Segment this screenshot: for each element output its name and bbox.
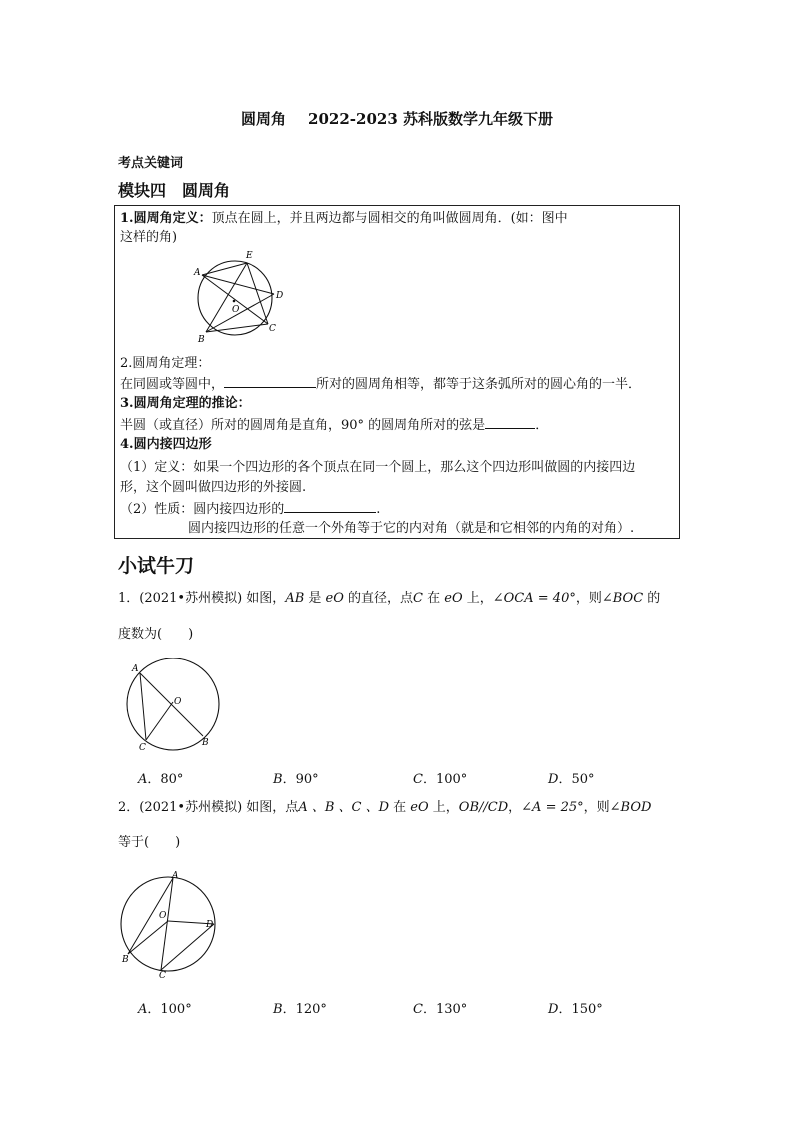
- q1-option-b-letter: B: [273, 772, 283, 787]
- quad-def-line-2: 形，这个圆叫做四边形的外接圆.: [120, 480, 307, 495]
- q1-condition: ∠OCA = 40°: [492, 591, 576, 606]
- definition-line-2: 这样的角): [120, 230, 178, 245]
- q2-option-c-letter: C: [413, 1002, 423, 1017]
- definition-line: [120, 210, 568, 228]
- q1-option-c[interactable]: [413, 768, 467, 787]
- quad-prop-post: .: [376, 502, 381, 517]
- q2-option-a-letter: A: [138, 1002, 148, 1017]
- q1-text-b: 是: [304, 591, 326, 606]
- q2-condition-2: ∠A = 25°: [521, 800, 584, 815]
- q1-label-O: O: [174, 697, 182, 707]
- definition-text: 顶点在圆上，并且两边都与圆相交的角叫做圆周角．(如：图中: [211, 211, 568, 226]
- q1-figure: [118, 658, 228, 758]
- keywords-heading: 考点关键词: [118, 156, 184, 171]
- q2-option-a-value: ．100°: [147, 1002, 192, 1017]
- q2-option-c[interactable]: [413, 998, 467, 1017]
- q1-option-d[interactable]: [548, 768, 594, 787]
- q2-label-O: O: [159, 911, 167, 921]
- q1-point-c: C: [413, 591, 423, 606]
- theorem-blank[interactable]: [224, 374, 316, 388]
- quad-prop-pre: （2）性质：圆内接四边形的: [120, 502, 285, 517]
- q2-ask: ∠BOD: [609, 800, 652, 815]
- corollary-blank[interactable]: [485, 415, 535, 429]
- label-B: B: [198, 335, 205, 345]
- q2-text-d: ，: [508, 800, 522, 815]
- figure-circle: [198, 261, 272, 335]
- q2-points: A 、B 、C 、D: [298, 800, 390, 815]
- label-C: C: [269, 324, 276, 334]
- theorem-pre: 在同圆或等圆中，: [120, 377, 225, 392]
- q2-condition-1: OB//CD: [458, 800, 509, 815]
- label-D: D: [276, 291, 284, 301]
- corollary-label: 3.圆周角定理的推论：: [120, 396, 251, 411]
- q1-option-b[interactable]: [273, 768, 319, 787]
- question-1-stem: [118, 590, 660, 608]
- q1-label-B: B: [202, 738, 209, 748]
- q2-figure-lines: [128, 878, 214, 970]
- q1-label-C: C: [139, 743, 146, 753]
- label-A: A: [194, 268, 201, 278]
- q2-option-d[interactable]: [548, 998, 603, 1017]
- q1-text-d: 在: [422, 591, 445, 606]
- q1-option-c-value: ．100°: [422, 772, 468, 787]
- theorem-line: [120, 374, 641, 394]
- q1-option-a-letter: A: [138, 772, 148, 787]
- q1-option-d-letter: D: [548, 772, 559, 787]
- quad-prop-line: [120, 499, 380, 519]
- corollary-pre: 半圆（或直径）所对的圆周角是直角，90° 的圆周角所对的弦是: [120, 418, 486, 433]
- q1-ab: AB: [285, 591, 305, 606]
- quad-label: 4.圆内接四边形: [120, 437, 212, 452]
- q2-label-C: C: [159, 971, 166, 980]
- q2-figure: [116, 868, 228, 980]
- q1-text-f: ，则: [575, 591, 602, 606]
- q1-option-b-value: ．90°: [282, 772, 319, 787]
- q2-figure-circle: [121, 877, 215, 971]
- q1-option-c-letter: C: [413, 772, 423, 787]
- corollary-post: ．: [535, 418, 549, 433]
- module-heading: 模块四 圆周角: [118, 181, 231, 200]
- q2-option-d-value: ．150°: [558, 1002, 603, 1017]
- label-O: O: [232, 305, 240, 315]
- q1-label-A: A: [132, 664, 139, 674]
- label-E: E: [246, 251, 253, 261]
- q2-option-b-value: ．120°: [282, 1002, 327, 1017]
- definition-label: 1.圆周角定义：: [120, 211, 212, 226]
- q2-label-A: A: [172, 871, 179, 881]
- q1-option-a-value: ．80°: [147, 772, 184, 787]
- title-sub: 2022-2023 苏科版数学九年级下册: [308, 110, 553, 128]
- quad-def-line-1: （1）定义：如果一个四边形的各个顶点在同一个圆上，那么这个四边形叫做圆的内接四边: [120, 460, 636, 475]
- page-title: [0, 108, 794, 129]
- q1-option-d-value: ．50°: [558, 772, 595, 787]
- q2-text-c: 上，: [428, 800, 459, 815]
- q2-option-a[interactable]: [138, 998, 192, 1017]
- q2-text-e: ，则: [583, 800, 610, 815]
- q1-text-g: 的: [643, 591, 661, 606]
- q2-text-b: 在: [389, 800, 411, 815]
- title-main: 圆周角: [241, 110, 287, 128]
- question-2-line-2: 等于( ): [118, 835, 181, 850]
- q1-text-a: 1．(2021•苏州模拟) 如图，: [118, 591, 286, 606]
- q1-text-c: 的直径，点: [343, 591, 414, 606]
- q1-figure-lines: [140, 673, 203, 740]
- q1-ask: ∠BOC: [601, 591, 644, 606]
- q2-option-b[interactable]: [273, 998, 327, 1017]
- question-1-line-2: 度数为( ): [118, 627, 194, 642]
- q2-circle: eO: [410, 800, 429, 815]
- corollary-line: [120, 415, 548, 435]
- q1-circle-2: eO: [444, 591, 463, 606]
- q2-label-D: D: [206, 920, 214, 930]
- section-title: 小试牛刀: [118, 555, 195, 577]
- quad-prop-blank[interactable]: [284, 499, 376, 513]
- question-2-stem: [118, 799, 651, 817]
- q2-option-b-letter: B: [273, 1002, 283, 1017]
- quad-prop-line-2: 圆内接四边形的任意一个外角等于它的内对角（就是和它相邻的内角的对角）.: [188, 521, 635, 536]
- center-point: [233, 300, 236, 303]
- theorem-label: 2.圆周角定理：: [120, 356, 211, 371]
- theorem-post: 所对的圆周角相等，都等于这条弧所对的圆心角的一半．: [316, 377, 642, 392]
- q1-figure-circle: [127, 658, 219, 750]
- q1-text-e: 上，: [462, 591, 493, 606]
- q1-circle: eO: [325, 591, 344, 606]
- q2-option-d-letter: D: [548, 1002, 559, 1017]
- q2-text-a: 2．(2021•苏州模拟) 如图，点: [118, 800, 299, 815]
- q2-label-B: B: [122, 955, 129, 965]
- q1-option-a[interactable]: [138, 768, 183, 787]
- q2-option-c-value: ．130°: [422, 1002, 468, 1017]
- inscribed-angle-figure: [188, 248, 288, 348]
